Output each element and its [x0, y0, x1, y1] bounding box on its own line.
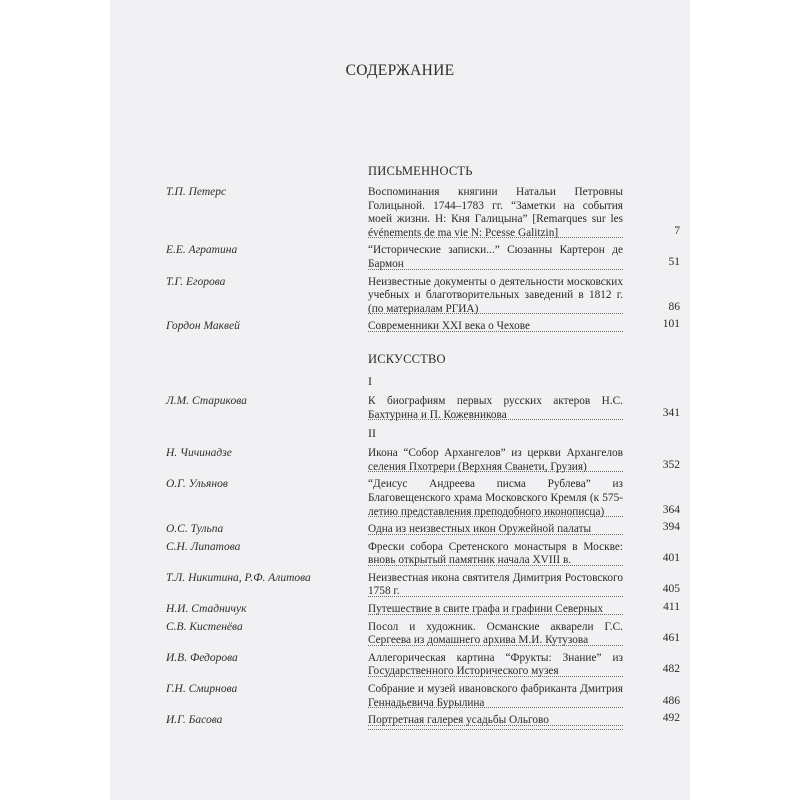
entry-author: Л.М. Старикова — [166, 394, 247, 407]
entry-page-number: 364 — [662, 503, 680, 516]
entry-page-number: 411 — [663, 601, 680, 614]
entry-author: И.В. Федорова — [166, 651, 238, 664]
entry-title — [368, 732, 623, 733]
subsection-label: II — [368, 426, 376, 441]
entry-page-number: 341 — [662, 406, 680, 419]
entry-title: Одна из неизвестных икон Оружейной палаты — [368, 523, 623, 538]
entry-title: Неизвестные документы о деятельности московских учебных и благотворительных заведений в 1812 г. (по материалам РГИА) — [368, 275, 623, 315]
entry-title: К биографиям первых русских актеров Н.С. Бахтурина и П. Кожевникова — [368, 394, 623, 421]
entry-author: Гордон Маквей — [166, 320, 240, 333]
toc-entry[interactable] — [110, 732, 690, 733]
entry-title: Неизвестная икона святителя Димитрия Ростовского 1758 г. — [368, 571, 623, 598]
toc-entry[interactable] — [110, 447, 690, 475]
entry-author: Н.И. Стадничук — [166, 603, 247, 616]
page-title: СОДЕРЖАНИЕ — [345, 62, 455, 79]
entry-author: Т.П. Петерс — [166, 186, 227, 198]
entry-page-number: 86 — [668, 300, 680, 313]
entry-title: “Деисус Андреева писма Рублева” из Благовещенского храма Московского Кремля (к 575-летию представления преподобного иконописца) — [368, 478, 623, 518]
toc-entry[interactable] — [110, 186, 690, 241]
entry-title: Современники XXI века о Чехове — [368, 320, 623, 335]
toc-entry[interactable] — [110, 395, 690, 423]
entry-author: Т.Г. Егорова — [166, 275, 226, 288]
entry-page-number: 394 — [662, 521, 680, 534]
toc-entry[interactable] — [110, 572, 690, 600]
toc-entry[interactable] — [110, 683, 690, 711]
toc-entry[interactable] — [110, 714, 690, 729]
entry-title: Аллегорическая картина “Фрукты: Знание” из Государственного Исторического музея — [368, 651, 623, 678]
subsection-label: I — [368, 373, 372, 388]
entry-title: Фрески собора Сретенского монастыря в Москве: вновь открытый памятник начала XVIII в. — [368, 540, 623, 567]
entry-page-number: 352 — [662, 458, 680, 471]
entry-title: Воспоминания княгини Натальи Петровны Голицыной. 1744–1783 гг. “Заметки на события моей жизни. Н: Кня Галицына” [Remarques sur les événements de ma vie N: Pcesse Galitzin] — [368, 186, 623, 239]
toc-entry[interactable] — [110, 603, 690, 618]
entry-author: С.В. Кистенёва — [166, 620, 243, 633]
toc-entry[interactable] — [110, 621, 690, 649]
section-heading-iskusstvo: ИСКУССТВО — [368, 351, 446, 366]
entry-page-number: 492 — [662, 712, 680, 725]
book-page — [110, 0, 690, 800]
toc-entry[interactable] — [110, 541, 690, 569]
entry-title: Путешествие в свите графа и графини Северных — [368, 603, 623, 618]
toc-entry[interactable] — [110, 244, 690, 272]
entry-author: Н. Чичинадзе — [166, 447, 232, 460]
toc-entry[interactable] — [110, 652, 690, 680]
toc-entry[interactable] — [110, 320, 690, 335]
entry-author: Г.Н. Смирнова — [166, 683, 238, 696]
entry-title: Собрание и музей ивановского фабриканта Дмитрия Геннадьевича Бурылина — [368, 683, 623, 709]
section-heading-pismennost: ПИСЬМЕННОСТЬ — [368, 164, 473, 178]
entry-page-number: 482 — [662, 663, 680, 676]
entry-title: Посол и художник. Османские акварели Г.С. Сергеева из домашнего архива М.И. Кутузова — [368, 620, 623, 647]
entry-page-number: 101 — [662, 318, 680, 331]
entry-author: О.Г. Ульянов — [166, 478, 228, 491]
entry-page-number: 405 — [662, 583, 680, 596]
table-of-contents — [110, 162, 690, 736]
entry-author: С.Н. Липатова — [166, 540, 241, 553]
entry-author: Е.Е. Агратина — [166, 244, 238, 257]
entry-page-number: 401 — [662, 552, 680, 565]
toc-entry[interactable] — [110, 478, 690, 520]
entry-page-number: 486 — [662, 694, 680, 707]
entry-page-number: 51 — [668, 255, 680, 268]
toc-entry[interactable] — [110, 523, 690, 538]
toc-entry[interactable] — [110, 276, 690, 318]
entry-author: И.Г. Басова — [166, 714, 223, 727]
entry-title: Икона “Собор Архангелов” из церкви Архангелов селения Пхотрери (Верхняя Сванети, Грузия) — [368, 447, 623, 473]
entry-page-number: 461 — [662, 632, 680, 645]
entry-title: Портретная галерея усадьбы Ольгово — [368, 714, 623, 729]
entry-author: Т.Л. Никитина, Р.Ф. Алитова — [166, 571, 311, 584]
entry-author: О.С. Тульпа — [166, 523, 224, 536]
entry-title: “Исторические записки...” Сюзанны Картерон де Бармон — [368, 244, 623, 270]
entry-page-number: 7 — [674, 224, 680, 237]
